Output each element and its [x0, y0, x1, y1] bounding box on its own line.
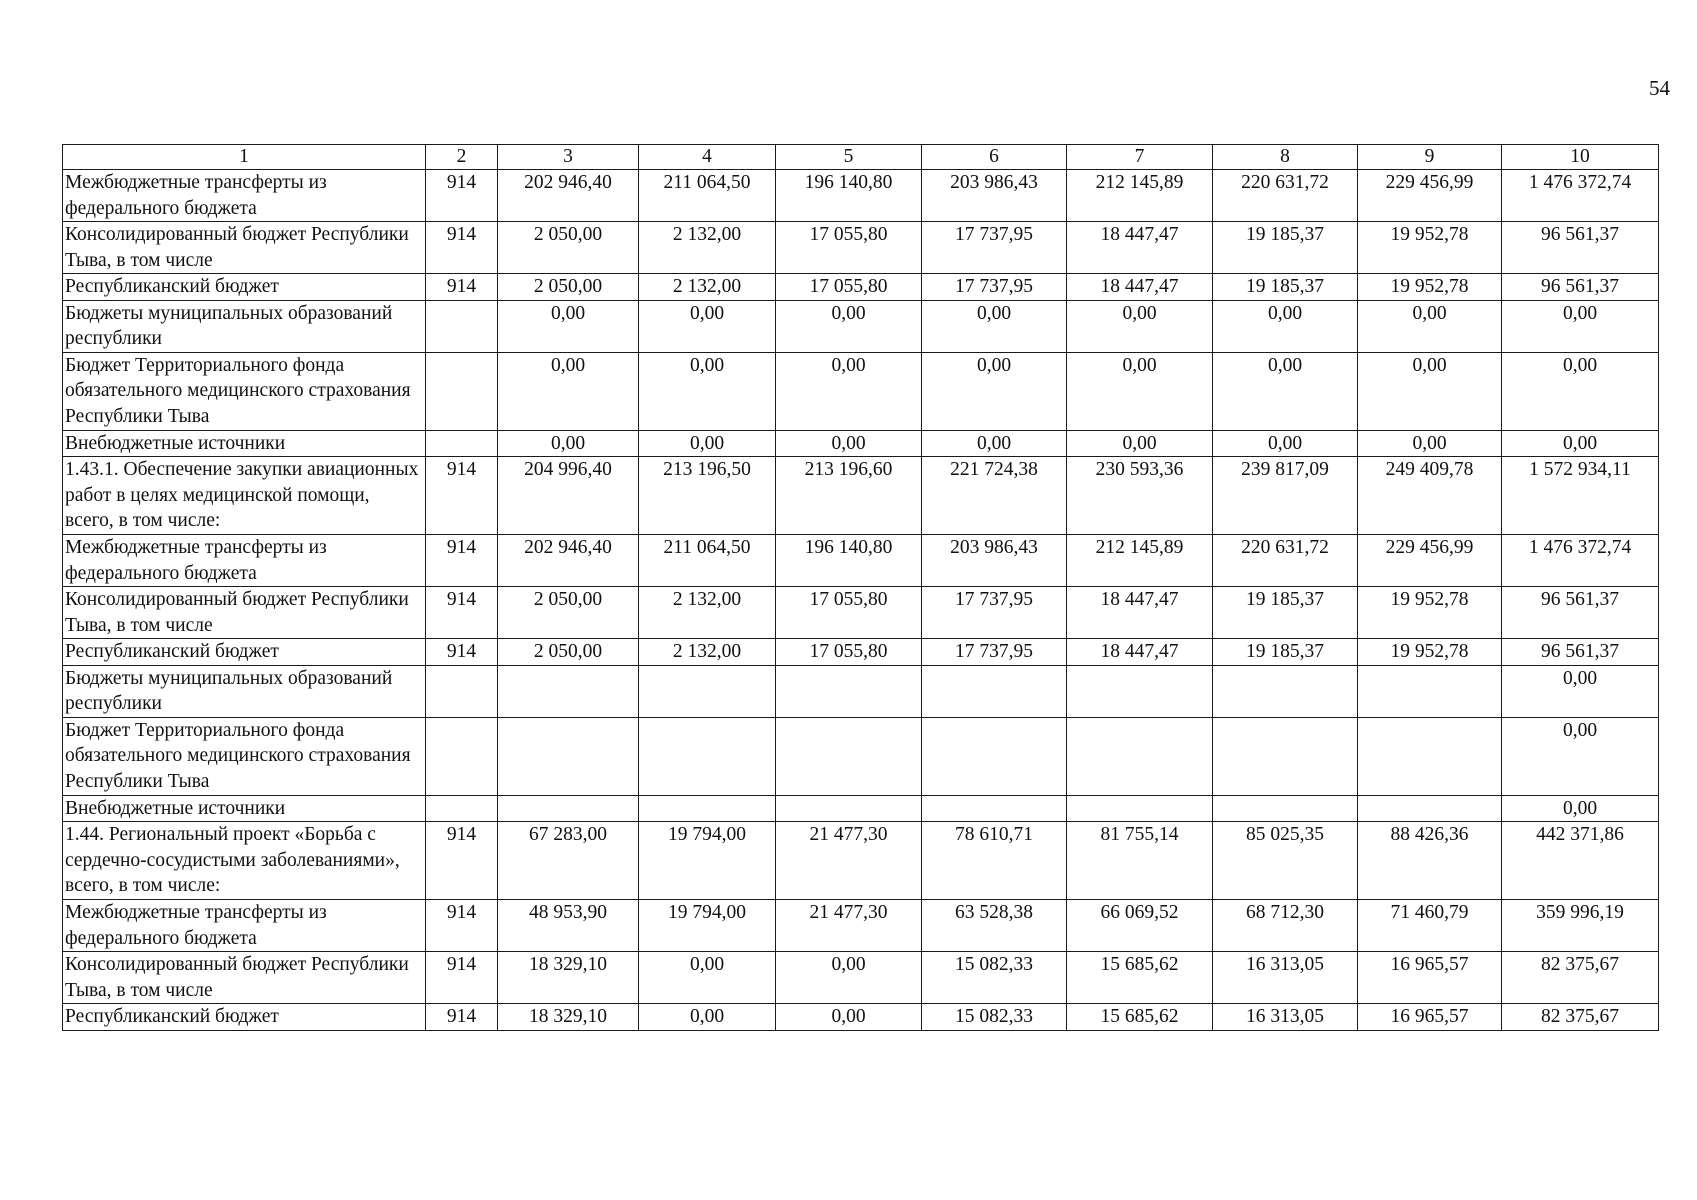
- year-value: 16 313,05: [1213, 1004, 1358, 1031]
- year-value: 19 794,00: [639, 900, 776, 952]
- budget-code: [426, 300, 498, 352]
- year-value: 15 082,33: [922, 952, 1067, 1004]
- row-label: 1.43.1. Обеспечение закупки авиационных работ в целях медицинской помощи, всего, в том числе:: [63, 457, 426, 535]
- year-value: 0,00: [1358, 430, 1502, 457]
- year-value: 0,00: [639, 352, 776, 430]
- total-value: 96 561,37: [1502, 639, 1659, 666]
- total-value: 359 996,19: [1502, 900, 1659, 952]
- column-header: 7: [1067, 145, 1213, 170]
- year-value: 211 064,50: [639, 170, 776, 222]
- year-value: 221 724,38: [922, 457, 1067, 535]
- row-label: Консолидированный бюджет Республики Тыва, в том числе: [63, 587, 426, 639]
- year-value: 21 477,30: [776, 900, 922, 952]
- year-value: 0,00: [1067, 300, 1213, 352]
- budget-code: [426, 430, 498, 457]
- year-value: 17 055,80: [776, 639, 922, 666]
- table-row: [63, 352, 1659, 430]
- year-value: 212 145,89: [1067, 535, 1213, 587]
- year-value: 16 965,57: [1358, 1004, 1502, 1031]
- year-value: [1358, 795, 1502, 822]
- total-value: 0,00: [1502, 717, 1659, 795]
- year-value: [639, 795, 776, 822]
- year-value: 211 064,50: [639, 535, 776, 587]
- column-header: 6: [922, 145, 1067, 170]
- year-value: 18 447,47: [1067, 639, 1213, 666]
- year-value: 203 986,43: [922, 170, 1067, 222]
- year-value: 19 185,37: [1213, 587, 1358, 639]
- row-label: Межбюджетные трансферты из федерального бюджета: [63, 170, 426, 222]
- year-value: 21 477,30: [776, 822, 922, 900]
- year-value: 0,00: [776, 1004, 922, 1031]
- year-value: 2 132,00: [639, 222, 776, 274]
- table-row: [63, 535, 1659, 587]
- year-value: 17 055,80: [776, 587, 922, 639]
- year-value: 0,00: [1067, 430, 1213, 457]
- year-value: 17 737,95: [922, 222, 1067, 274]
- year-value: [639, 717, 776, 795]
- year-value: 2 050,00: [498, 587, 639, 639]
- year-value: 63 528,38: [922, 900, 1067, 952]
- row-label: Консолидированный бюджет Республики Тыва, в том числе: [63, 222, 426, 274]
- year-value: 18 329,10: [498, 952, 639, 1004]
- budget-code: [426, 665, 498, 717]
- table-row: [63, 952, 1659, 1004]
- budget-code: 914: [426, 457, 498, 535]
- year-value: 203 986,43: [922, 535, 1067, 587]
- year-value: 19 185,37: [1213, 274, 1358, 301]
- row-label: Консолидированный бюджет Республики Тыва, в том числе: [63, 952, 426, 1004]
- year-value: 0,00: [1067, 352, 1213, 430]
- year-value: 17 055,80: [776, 274, 922, 301]
- page-number: 54: [1649, 76, 1670, 100]
- year-value: 0,00: [639, 1004, 776, 1031]
- year-value: 16 313,05: [1213, 952, 1358, 1004]
- table-row: [63, 170, 1659, 222]
- year-value: 2 050,00: [498, 222, 639, 274]
- table-body: [63, 170, 1659, 1031]
- year-value: 19 952,78: [1358, 587, 1502, 639]
- total-value: 442 371,86: [1502, 822, 1659, 900]
- year-value: 249 409,78: [1358, 457, 1502, 535]
- year-value: 19 794,00: [639, 822, 776, 900]
- table-row: [63, 665, 1659, 717]
- year-value: 17 737,95: [922, 587, 1067, 639]
- total-value: 96 561,37: [1502, 222, 1659, 274]
- column-header: 3: [498, 145, 639, 170]
- year-value: 2 132,00: [639, 274, 776, 301]
- column-header: 5: [776, 145, 922, 170]
- year-value: 66 069,52: [1067, 900, 1213, 952]
- year-value: [922, 665, 1067, 717]
- year-value: 78 610,71: [922, 822, 1067, 900]
- year-value: 15 685,62: [1067, 952, 1213, 1004]
- year-value: 0,00: [498, 352, 639, 430]
- year-value: 2 050,00: [498, 274, 639, 301]
- year-value: 19 185,37: [1213, 639, 1358, 666]
- budget-code: 914: [426, 274, 498, 301]
- year-value: [776, 717, 922, 795]
- year-value: 19 952,78: [1358, 639, 1502, 666]
- year-value: 229 456,99: [1358, 535, 1502, 587]
- row-label: Бюджет Территориального фонда обязательного медицинского страхования Республики Тыва: [63, 717, 426, 795]
- year-value: 19 185,37: [1213, 222, 1358, 274]
- budget-code: 914: [426, 170, 498, 222]
- year-value: 18 447,47: [1067, 222, 1213, 274]
- total-value: 96 561,37: [1502, 274, 1659, 301]
- year-value: 0,00: [639, 300, 776, 352]
- year-value: 17 737,95: [922, 274, 1067, 301]
- budget-code: 914: [426, 535, 498, 587]
- year-value: 19 952,78: [1358, 222, 1502, 274]
- year-value: [1067, 795, 1213, 822]
- total-value: 0,00: [1502, 300, 1659, 352]
- row-label: Внебюджетные источники: [63, 430, 426, 457]
- total-value: 96 561,37: [1502, 587, 1659, 639]
- year-value: 16 965,57: [1358, 952, 1502, 1004]
- column-header: 8: [1213, 145, 1358, 170]
- year-value: 202 946,40: [498, 170, 639, 222]
- total-value: 0,00: [1502, 430, 1659, 457]
- year-value: 0,00: [776, 352, 922, 430]
- table-row: [63, 457, 1659, 535]
- year-value: 17 737,95: [922, 639, 1067, 666]
- table-row: [63, 587, 1659, 639]
- budget-code: 914: [426, 222, 498, 274]
- year-value: 0,00: [922, 300, 1067, 352]
- year-value: 68 712,30: [1213, 900, 1358, 952]
- year-value: 0,00: [1358, 352, 1502, 430]
- year-value: [776, 795, 922, 822]
- table-row: [63, 1004, 1659, 1031]
- year-value: [922, 717, 1067, 795]
- year-value: 204 996,40: [498, 457, 639, 535]
- year-value: 239 817,09: [1213, 457, 1358, 535]
- year-value: 19 952,78: [1358, 274, 1502, 301]
- total-value: 82 375,67: [1502, 952, 1659, 1004]
- row-label: Республиканский бюджет: [63, 639, 426, 666]
- year-value: 0,00: [776, 300, 922, 352]
- year-value: 88 426,36: [1358, 822, 1502, 900]
- year-value: 0,00: [1213, 430, 1358, 457]
- year-value: 202 946,40: [498, 535, 639, 587]
- column-header: 1: [63, 145, 426, 170]
- budget-code: 914: [426, 952, 498, 1004]
- total-value: 1 476 372,74: [1502, 170, 1659, 222]
- table-row: [63, 822, 1659, 900]
- year-value: [1067, 665, 1213, 717]
- row-label: Внебюджетные источники: [63, 795, 426, 822]
- column-header: 9: [1358, 145, 1502, 170]
- budget-code: [426, 352, 498, 430]
- year-value: 17 055,80: [776, 222, 922, 274]
- year-value: 196 140,80: [776, 170, 922, 222]
- row-label: Республиканский бюджет: [63, 1004, 426, 1031]
- total-value: 1 572 934,11: [1502, 457, 1659, 535]
- row-label: 1.44. Региональный проект «Борьба с сердечно-сосудистыми заболеваниями», всего, в том числе:: [63, 822, 426, 900]
- budget-code: 914: [426, 1004, 498, 1031]
- row-label: Бюджет Территориального фонда обязательного медицинского страхования Республики Тыва: [63, 352, 426, 430]
- year-value: [776, 665, 922, 717]
- budget-code: [426, 795, 498, 822]
- budget-table: [62, 144, 1659, 1031]
- total-value: 0,00: [1502, 795, 1659, 822]
- year-value: 15 082,33: [922, 1004, 1067, 1031]
- total-value: 1 476 372,74: [1502, 535, 1659, 587]
- year-value: [498, 665, 639, 717]
- header-row: [63, 145, 1659, 170]
- table-row: [63, 430, 1659, 457]
- year-value: 220 631,72: [1213, 170, 1358, 222]
- total-value: 82 375,67: [1502, 1004, 1659, 1031]
- year-value: 81 755,14: [1067, 822, 1213, 900]
- year-value: 229 456,99: [1358, 170, 1502, 222]
- total-value: 0,00: [1502, 352, 1659, 430]
- year-value: [498, 795, 639, 822]
- year-value: 0,00: [776, 430, 922, 457]
- year-value: [1358, 665, 1502, 717]
- year-value: [922, 795, 1067, 822]
- year-value: 0,00: [922, 430, 1067, 457]
- year-value: 230 593,36: [1067, 457, 1213, 535]
- year-value: 48 953,90: [498, 900, 639, 952]
- table-row: [63, 639, 1659, 666]
- budget-code: 914: [426, 900, 498, 952]
- table-row: [63, 900, 1659, 952]
- column-header: 4: [639, 145, 776, 170]
- year-value: 18 447,47: [1067, 587, 1213, 639]
- year-value: 67 283,00: [498, 822, 639, 900]
- budget-code: 914: [426, 639, 498, 666]
- column-header: 2: [426, 145, 498, 170]
- row-label: Республиканский бюджет: [63, 274, 426, 301]
- year-value: 196 140,80: [776, 535, 922, 587]
- year-value: 2 132,00: [639, 639, 776, 666]
- table-row: [63, 274, 1659, 301]
- year-value: [1067, 717, 1213, 795]
- year-value: 0,00: [639, 952, 776, 1004]
- year-value: 220 631,72: [1213, 535, 1358, 587]
- year-value: 0,00: [498, 300, 639, 352]
- table-row: [63, 795, 1659, 822]
- year-value: 2 050,00: [498, 639, 639, 666]
- year-value: 213 196,50: [639, 457, 776, 535]
- year-value: 213 196,60: [776, 457, 922, 535]
- year-value: 0,00: [1213, 300, 1358, 352]
- year-value: 0,00: [639, 430, 776, 457]
- year-value: 0,00: [1213, 352, 1358, 430]
- year-value: 2 132,00: [639, 587, 776, 639]
- year-value: [498, 717, 639, 795]
- year-value: [1213, 717, 1358, 795]
- year-value: 0,00: [922, 352, 1067, 430]
- total-value: 0,00: [1502, 665, 1659, 717]
- year-value: 15 685,62: [1067, 1004, 1213, 1031]
- budget-code: 914: [426, 587, 498, 639]
- budget-code: 914: [426, 822, 498, 900]
- year-value: 212 145,89: [1067, 170, 1213, 222]
- year-value: [1213, 665, 1358, 717]
- table-row: [63, 717, 1659, 795]
- year-value: [1358, 717, 1502, 795]
- year-value: 71 460,79: [1358, 900, 1502, 952]
- table-row: [63, 300, 1659, 352]
- row-label: Бюджеты муниципальных образований республики: [63, 300, 426, 352]
- row-label: Межбюджетные трансферты из федерального бюджета: [63, 535, 426, 587]
- row-label: Бюджеты муниципальных образований республики: [63, 665, 426, 717]
- year-value: 0,00: [776, 952, 922, 1004]
- column-header: 10: [1502, 145, 1659, 170]
- year-value: 0,00: [498, 430, 639, 457]
- year-value: 0,00: [1358, 300, 1502, 352]
- row-label: Межбюджетные трансферты из федерального бюджета: [63, 900, 426, 952]
- budget-code: [426, 717, 498, 795]
- year-value: [639, 665, 776, 717]
- year-value: 85 025,35: [1213, 822, 1358, 900]
- table-row: [63, 222, 1659, 274]
- year-value: 18 329,10: [498, 1004, 639, 1031]
- year-value: 18 447,47: [1067, 274, 1213, 301]
- year-value: [1213, 795, 1358, 822]
